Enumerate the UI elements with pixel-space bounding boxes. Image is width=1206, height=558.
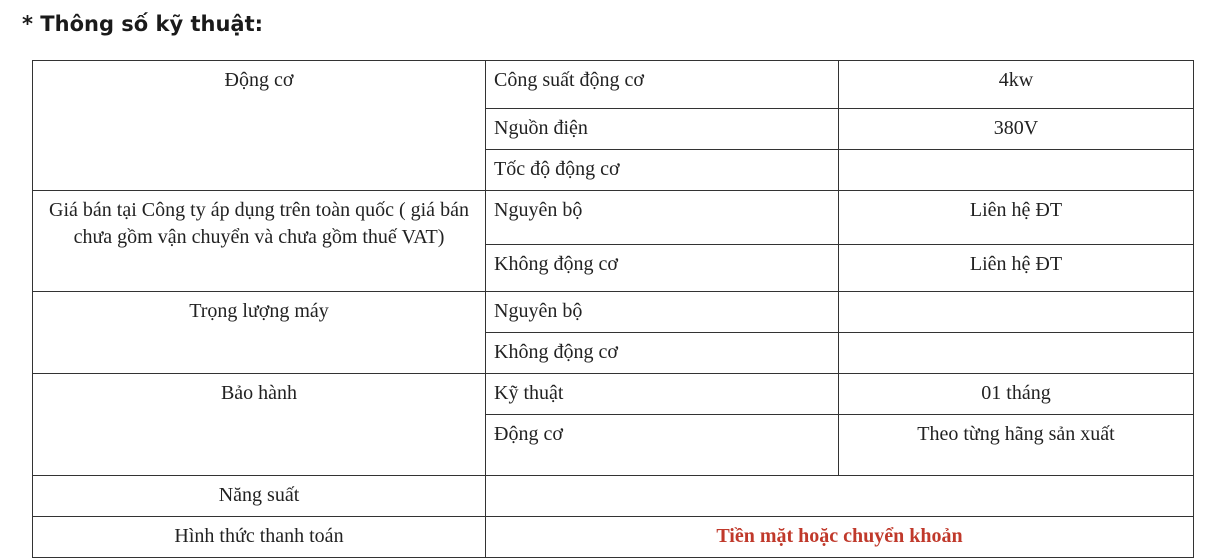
- specs-table: [32, 60, 1194, 558]
- value-cell: 4kw: [839, 61, 1194, 109]
- value-cell: 01 tháng: [839, 374, 1194, 415]
- label-cell: Nguyên bộ: [486, 191, 839, 245]
- value-cell: [839, 150, 1194, 191]
- label-cell: Không động cơ: [486, 245, 839, 292]
- payment-method-value: Tiền mặt hoặc chuyển khoản: [486, 517, 1194, 558]
- label-cell: Nguồn điện: [486, 109, 839, 150]
- label-cell: Động cơ: [486, 415, 839, 476]
- group-cell-price: Giá bán tại Công ty áp dụng trên toàn quốc ( giá bán chưa gồm vận chuyển và chưa gồm thuế VAT): [33, 191, 486, 292]
- table-row: [33, 61, 1194, 109]
- group-cell-engine: Động cơ: [33, 61, 486, 191]
- value-cell: Liên hệ ĐT: [839, 245, 1194, 292]
- group-cell-productivity: Năng suất: [33, 476, 486, 517]
- table-row: [33, 374, 1194, 415]
- group-cell-warranty: Bảo hành: [33, 374, 486, 476]
- value-cell: Liên hệ ĐT: [839, 191, 1194, 245]
- table-row: [33, 191, 1194, 245]
- group-cell-payment: Hình thức thanh toán: [33, 517, 486, 558]
- label-cell: Không động cơ: [486, 333, 839, 374]
- value-cell: [839, 292, 1194, 333]
- table-row: [33, 476, 1194, 517]
- label-cell: Kỹ thuật: [486, 374, 839, 415]
- label-cell: Công suất động cơ: [486, 61, 839, 109]
- value-cell: 380V: [839, 109, 1194, 150]
- label-cell: Tốc độ động cơ: [486, 150, 839, 191]
- table-row: [33, 292, 1194, 333]
- group-cell-weight: Trọng lượng máy: [33, 292, 486, 374]
- label-cell: Nguyên bộ: [486, 292, 839, 333]
- value-cell: Theo từng hãng sản xuất: [839, 415, 1194, 476]
- value-cell: [839, 333, 1194, 374]
- section-heading: * Thông số kỹ thuật:: [22, 12, 264, 36]
- table-row: [33, 517, 1194, 558]
- value-cell: [486, 476, 1194, 517]
